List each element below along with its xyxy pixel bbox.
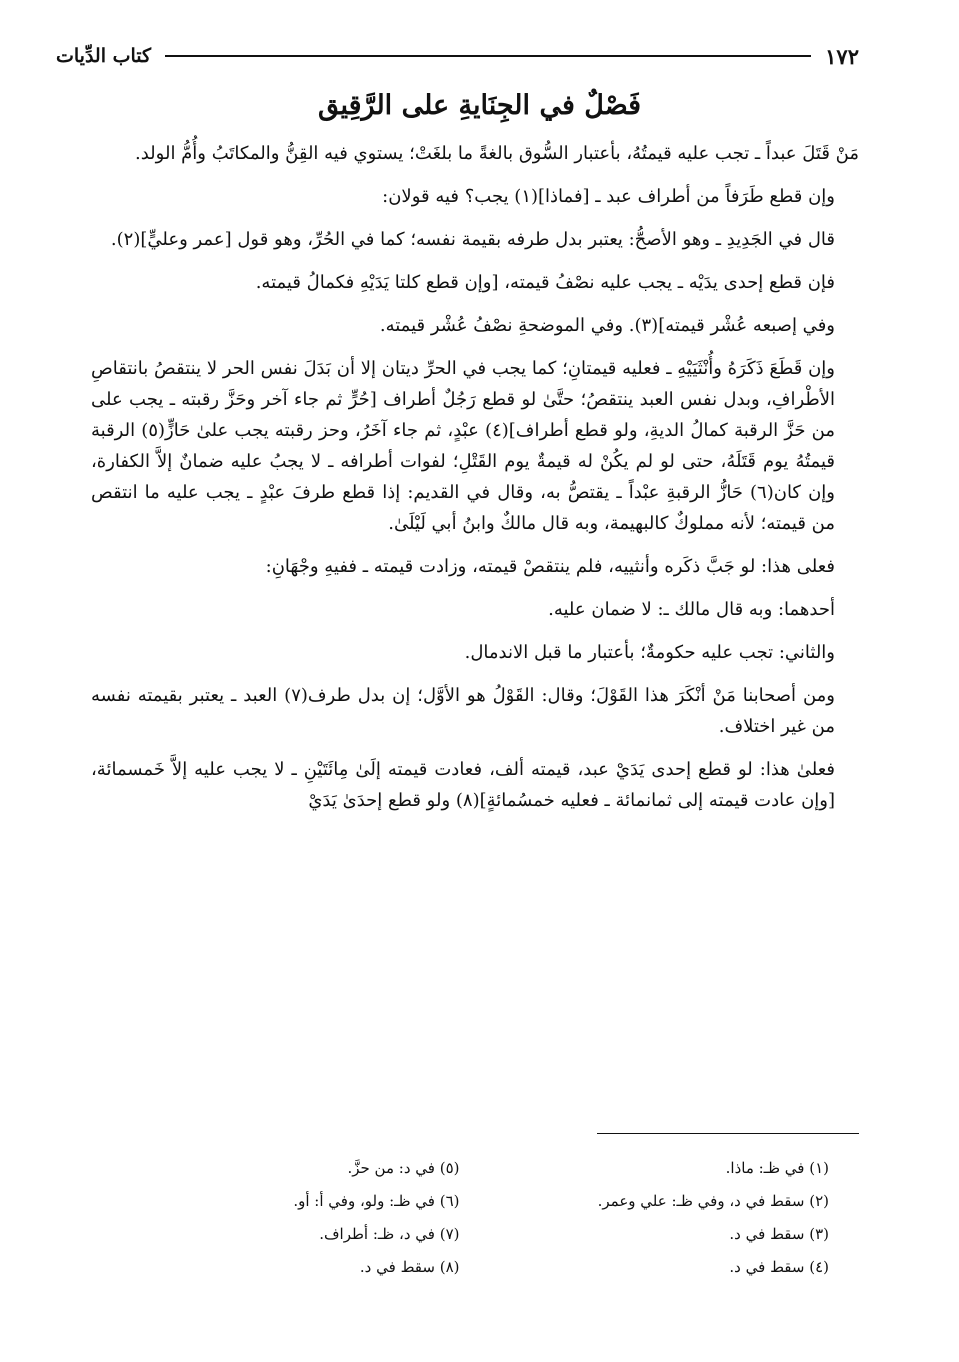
paragraph: فعلىٰ هذا: لو قطع إحدى يَدَيْ عبد، قيمته ألف، فعادت قيمته إلَىٰ مِائَتَيْنِ ـ لا يجب عليه إلاَّ خَمسمائة، [وإن عادت قيمته إلى ثمانمائة ـ فعليه خمسُمائةٍ](٨) ولو قطع إحدَىٰ يَدَيْ [91, 759, 835, 811]
footnote: (٦) في ظـ: ولو، وفي أ: أو. [293, 1192, 460, 1210]
paragraph: أحدهما: وبه قال مالك ـ: لا ضمان عليه. [548, 599, 835, 620]
footnote: (١) في ظـ: ماذا. [725, 1159, 829, 1177]
footnote: (٨) سقط في د. [359, 1258, 460, 1276]
paragraph: فإن قطع إحدى يدَيْه ـ يجب عليه نصْفُ قيمته، [وإن قطع كلتا يَدَيْهِ فكمالُ قيمته. [255, 272, 835, 293]
footnote: (٧) في د، ظـ: أطراف. [319, 1225, 460, 1243]
paragraph: وإن قطع طَرَفاً من أطراف عبد ـ [فماذا](١) يجب؟ فيه قولان: [382, 186, 835, 207]
paragraph: وفي إصبعه عُشْر قيمته](٣). وفي الموضحةِ نصْفُ عُشْر قيمته. [379, 315, 835, 336]
paragraph: ومن أصحابنا مَنْ أنْكَرَ هذا القَوْلَ؛ وقال: القَوْلُ هو الأوَّل؛ إن بدل طرف(٧) العبد ـ يعتبر بقيمته نفسه من غير اختلاف. [91, 685, 835, 737]
footnote: (٥) في د: من حزَّ. [347, 1159, 460, 1177]
chapter-title: فَصْلٌ في الجِنَايةِ على الرَّقِيق [317, 90, 642, 121]
footnotes-right-column [490, 1152, 860, 1284]
footnote: (٢) سقط في د، وفي ظـ: علي وعمر. [597, 1192, 829, 1210]
footnote: (٣) سقط في د. [729, 1225, 829, 1243]
paragraph: والثاني: تجب عليه حكومةٌ؛ بأعتبار ما قبل الاندمال. [464, 642, 835, 663]
page-header [56, 36, 859, 76]
footnote-rule [597, 1133, 859, 1134]
running-title: كتاب الدِّيات [56, 45, 152, 67]
paragraph: فعلى هذا: لو جَبَّ ذكَره وأنثييه، فلم ينتقصْ قيمته، وزادت قيمته ـ ففيهِ وجْهَانِ: [265, 556, 835, 577]
header-rule [165, 55, 811, 57]
paragraph: مَنْ قَتَلَ عبداً ـ تجب عليه قيمتُهُ، بأعتبار السُّوق بالغةً ما بلغَتْ؛ يستوي فيه القِنُّ والمكاتَبُ وأُمُّ الولد. [135, 143, 859, 164]
paragraph: قال في الجَدِيدِ ـ وهو الأصحُّ: يعتبر بدل طرفه بقيمة نفسه؛ كما في الحُرِّ، وهو قول [عمر وعليٍّ](٢). [110, 229, 835, 250]
paragraph: وإن قَطَعَ ذَكَرَهُ وأُنْثَيَيْهِ ـ فعليه قيمتانِ؛ كما يجب في الحرِّ ديتان إلا أن بَدَلَ نفس الحر لا ينتقصُ بانتقاصِ الأطْرافِ، وبدل نفس العبد ينتقصُ؛ حتَّىٰ لو قطع رَجُلٌ أطراف [حُرٍّ ثم جاء آخر وحَزَّ رقبته ـ يجب على من حَزَّ الرقبة كمالُ الديةِ، ولو قطع أطراف](٤) عبْدٍ، ثم جاء آخَرُ، وحز رقبته يجب علىٰ حَازٍّ(٥) الرقبة قيمتُهُ يوم قَتَلَهُ، حتى لو لم يكُنْ له قيمةٌ يوم القَتْلِ؛ لفوات أطرافه ـ لا يجبُ عليه ضمانٌ إلاَّ الكفارة، وإن كان(٦) حَازُّ الرقبةِ عبْداً ـ يقتصُّ به، وقال في القديم: إذا قطع طرفَ عبْدٍ ـ يجب عليه ما انتقص من قيمته؛ لأنه مملوكٌ كالبهيمة، وبه قال مالكٌ وابنُ أبي لَيْلَىٰ. [91, 358, 836, 534]
main-text [91, 138, 859, 828]
footnotes-left-column [120, 1152, 490, 1284]
footnote: (٤) سقط في د. [729, 1258, 829, 1276]
page-number: ١٧٢ [825, 43, 859, 69]
footnotes [120, 1152, 859, 1284]
